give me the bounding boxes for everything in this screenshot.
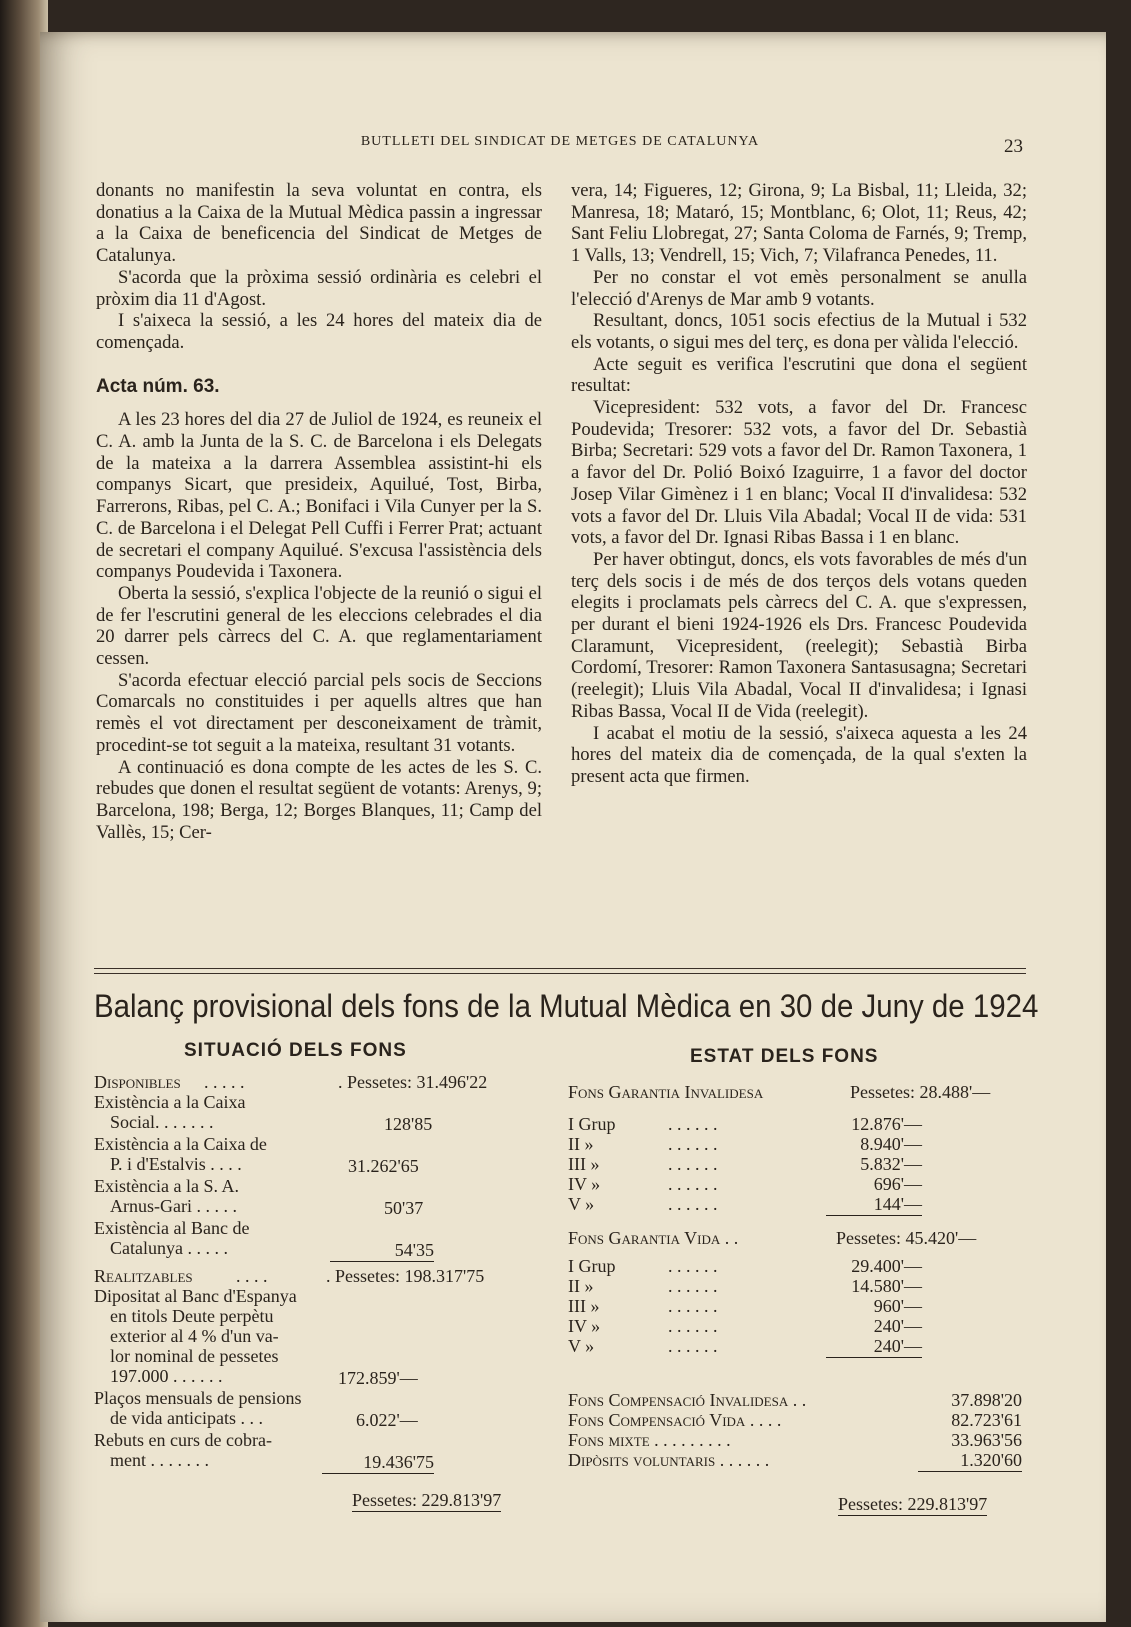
fund-row-label: II » bbox=[568, 1276, 594, 1296]
disp-item-amount: 54'35 bbox=[330, 1240, 434, 1262]
real-item-label: en titols Deute perpètu bbox=[110, 1306, 274, 1326]
paragraph: I s'aixeca la sessió, a les 24 hores del mateix dia de començada. bbox=[96, 310, 542, 353]
divider bbox=[94, 973, 1026, 974]
fund-row-amount: 29.400'— bbox=[851, 1256, 922, 1276]
disp-item-label: Existència a la S. A. bbox=[94, 1176, 239, 1196]
fund-row-dots: . . . . . . bbox=[668, 1256, 718, 1276]
paragraph: donants no manifestin la seva voluntat en contra, els donatius a la Caixa de la Mutual Mèdica passin a ingressar a la Caixa de beneficencia del Sindicat de Metges de Catalunya. bbox=[96, 180, 542, 267]
paragraph: Resultant, doncs, 1051 socis efectius de la Mutual i 532 els votants, o sigui mes del terç, es dona per vàlida l'elecció. bbox=[571, 310, 1027, 353]
fund-row-label: Fons Compensació Vida . . . . bbox=[568, 1410, 782, 1430]
estat-grand-total: Pessetes: 229.813'97 bbox=[838, 1494, 988, 1514]
fund-row-amount: 8.940'— bbox=[860, 1134, 922, 1154]
disponibles-total: . Pessetes: 31.496'22 bbox=[338, 1072, 488, 1092]
paragraph: Per haver obtingut, doncs, els vots favorables de més d'un terç dels socis i de més de dos terços dels votans queden elegits i proclamats pels càrrecs del C. A. que s'expressen, per durant el bieni 1924-1926 els Drs. Francesc Poudevida Claramunt, Vicepresident, (reelegit); Sebastià Birba Cordomí, Tresorer: Ramon Taxonera Santasusagna; Secretari (reelegit); Lluis Vila Abadal, Vocal II d'invalidesa; i Ignasi Ribas Bassa, Vocal II de Vida (reelegit). bbox=[571, 548, 1027, 722]
fund-row-label: Fons Compensació Invalidesa . . bbox=[568, 1390, 807, 1410]
disponibles-dots: . . . . . bbox=[204, 1072, 245, 1092]
paragraph: Oberta la sessió, s'explica l'objecte de la reunió o sigui el de fer l'escrutini general de les eleccions celebrades el dia 20 darrer pels càrrecs del C. A. que reglamentariament cessen. bbox=[96, 582, 542, 670]
real-item-amount: 172.859'— bbox=[338, 1368, 418, 1388]
fund-row-label: III » bbox=[568, 1296, 600, 1316]
fund-row-amount: 37.898'20 bbox=[951, 1390, 1022, 1410]
paragraph: I acabat el motiu de la sessió, s'aixeca aquesta a les 24 hores del mateix dia de començada, de la qual s'exten la present acta que firmen. bbox=[571, 722, 1027, 787]
disp-item-amount: 31.262'65 bbox=[348, 1156, 419, 1176]
realitzables-dots: . . . . bbox=[236, 1266, 268, 1286]
situacio-grand-total: Pessetes: 229.813'97 bbox=[352, 1490, 502, 1510]
paragraph: S'acorda que la pròxima sessió ordinària es celebri el pròxim dia 11 d'Agost. bbox=[96, 266, 542, 310]
paragraph: vera, 14; Figueres, 12; Girona, 9; La Bisbal, 11; Lleida, 32; Manresa, 18; Mataró, 15; Montblanc, 6; Olot, 11; Reus, 42; Sant Feliu Llobregat, 27; Santa Coloma de Farnés, 9; Tremp, 1 Valls, 13; Vendrell, 15; Vich, 7; Vilafranca Penedes, 11. bbox=[571, 180, 1027, 267]
page-number: 23 bbox=[1004, 136, 1023, 157]
fund-row-label: V » bbox=[568, 1194, 595, 1214]
real-item-label: Plaços mensuals de pensions bbox=[94, 1388, 302, 1408]
fund-row-label: IV » bbox=[568, 1316, 601, 1336]
disp-item-label: Social. . . . . . . bbox=[110, 1112, 214, 1132]
disp-item-label: Existència a la Caixa de bbox=[94, 1134, 267, 1154]
fund-row-label: V » bbox=[568, 1336, 595, 1356]
real-item-label: Rebuts en curs de cobra- bbox=[94, 1430, 272, 1450]
real-item-label: ment . . . . . . . bbox=[110, 1450, 209, 1470]
right-column bbox=[571, 180, 1027, 788]
disp-item-label: Existència a la Caixa bbox=[94, 1092, 246, 1112]
fund-row-amount: 14.580'— bbox=[851, 1276, 922, 1296]
paragraph: A les 23 hores del dia 27 de Juliol de 1924, es reuneix el C. A. amb la Junta de la S. C. de Barcelona i els Delegats de la mateixa a la darrera Assemblea assistint-hi els companys Sicart, que presideix, Aquilué, Tost, Birba, Farrerons, Ribas, pel C. A.; Bonifaci i Vila Cunyer per la S. C. de Barcelona i el Delegat Pell Cuffi i Ferrer Prat; actuant de secretari el company Aquilué. S'excusa l'assistència dels companys Poudevida i Taxonera. bbox=[96, 409, 542, 583]
fund-row-label: II » bbox=[568, 1134, 594, 1154]
disp-item-label: Existència al Banc de bbox=[94, 1218, 250, 1238]
fund-row-label: IV » bbox=[568, 1174, 601, 1194]
real-item-label: de vida anticipats . . . bbox=[110, 1408, 263, 1428]
fund-row-dots: . . . . . . bbox=[668, 1154, 718, 1174]
paragraph: Vicepresident: 532 vots, a favor del Dr. Francesc Poudevida; Tresorer: 532 vots, a favor del Dr. Sebastià Birba; Secretari: 529 vots a favor del Dr. Ramon Taxonera, 1 a favor del Dr. Polió Boixó Izaguirre, 1 a favor del doctor Josep Vilar Gimènez i 1 en blanc; Vocal II d'invalidesa: 532 vots a favor del Dr. Lluis Vila Abadal; Vocal II de vida: 531 vots, a favor del Dr. Ignasi Ribas Bassa i 1 en blanc. bbox=[571, 397, 1027, 549]
realitzables-total: . Pessetes: 198.317'75 bbox=[326, 1266, 485, 1286]
fund-row-dots: . . . . . . bbox=[668, 1174, 718, 1194]
real-item-amount: 6.022'— bbox=[356, 1410, 418, 1430]
real-item-label: exterior al 4 % d'un va- bbox=[110, 1326, 279, 1346]
paragraph: Per no constar el vot emès personalment se anulla l'elecció d'Arenys de Mar amb 9 votants. bbox=[571, 266, 1027, 310]
fund-row-amount: 144'— bbox=[826, 1194, 922, 1216]
fund-row-amount: 82.723'61 bbox=[951, 1410, 1022, 1430]
paragraph: S'acorda efectuar elecció parcial pels socis de Seccions Comarcals no constituides i per aquells altres que han remès el vot directament per desconeixament de tràmit, procedint-se tot seguit a la mateixa, resultant 31 votants. bbox=[96, 669, 542, 756]
disponibles-label: Disponibles bbox=[94, 1072, 181, 1092]
estat-heading: ESTAT DELS FONS bbox=[690, 1046, 879, 1067]
fund-row-label: Fons mixte . . . . . . . . . bbox=[568, 1430, 731, 1450]
fund-row-amount: 240'— bbox=[873, 1316, 922, 1336]
real-item-amount: 19.436'75 bbox=[322, 1452, 434, 1474]
disp-item-amount: 50'37 bbox=[384, 1198, 424, 1218]
fund-row-amount: 33.963'56 bbox=[951, 1430, 1022, 1450]
garantia-invalidesa-total: Pessetes: 28.488'— bbox=[850, 1082, 991, 1102]
paragraph: A continuació es dona compte de les actes de les S. C. rebudes que donen el resultat següent de votants: Arenys, 9; Barcelona, 198; Berga, 12; Borges Blanques, 11; Camp del Vallès, 15; Cer- bbox=[96, 756, 542, 843]
realitzables-label: Realitzables bbox=[94, 1266, 193, 1286]
garantia-vida-total: Pessetes: 45.420'— bbox=[836, 1228, 977, 1248]
divider bbox=[94, 968, 1026, 969]
garantia-invalidesa-label: Fons Garantia Invalidesa bbox=[568, 1082, 764, 1102]
fund-row-label: I Grup bbox=[568, 1114, 616, 1134]
fund-row-amount: 12.876'— bbox=[851, 1114, 922, 1134]
left-column bbox=[96, 180, 542, 843]
fund-row-amount: 1.320'60 bbox=[918, 1450, 1022, 1472]
fund-row-label: III » bbox=[568, 1154, 600, 1174]
situacio-heading: SITUACIÓ DELS FONS bbox=[184, 1040, 407, 1061]
real-item-label: 197.000 . . . . . . bbox=[110, 1366, 223, 1386]
real-item-label: Dipositat al Banc d'Espanya bbox=[94, 1286, 297, 1306]
disp-item-amount: 128'85 bbox=[384, 1114, 433, 1134]
paragraph: Acte seguit es verifica l'escrutini que dona el següent resultat: bbox=[571, 353, 1027, 397]
fund-row-dots: . . . . . . bbox=[668, 1114, 718, 1134]
balance-title: Balanç provisional dels fons de la Mutual Mèdica en 30 de Juny de 1924 bbox=[94, 988, 1039, 1024]
disp-item-label: P. i d'Estalvis . . . . bbox=[110, 1154, 242, 1174]
fund-row-dots: . . . . . . bbox=[668, 1316, 718, 1336]
fund-row-amount: 5.832'— bbox=[860, 1154, 922, 1174]
fund-row-dots: . . . . . . bbox=[668, 1276, 718, 1296]
fund-row-dots: . . . . . . bbox=[668, 1194, 718, 1214]
fund-row-dots: . . . . . . bbox=[668, 1336, 718, 1356]
fund-row-label: Dipòsits voluntaris . . . . . . bbox=[568, 1450, 770, 1470]
garantia-vida-label: Fons Garantia Vida . . bbox=[568, 1228, 739, 1248]
fund-row-label: I Grup bbox=[568, 1256, 616, 1276]
fund-row-amount: 696'— bbox=[873, 1174, 922, 1194]
fund-row-dots: . . . . . . bbox=[668, 1134, 718, 1154]
fund-row-dots: . . . . . . bbox=[668, 1296, 718, 1316]
disp-item-label: Arnus-Gari . . . . . bbox=[110, 1196, 237, 1216]
real-item-label: lor nominal de pessetes bbox=[110, 1346, 279, 1366]
running-header: BUTLLETI DEL SINDICAT DE METGES DE CATALUNYA bbox=[360, 134, 760, 149]
acta-heading: Acta núm. 63. bbox=[96, 375, 220, 397]
fund-row-amount: 240'— bbox=[826, 1336, 922, 1358]
fund-row-amount: 960'— bbox=[873, 1296, 922, 1316]
disp-item-label: Catalunya . . . . . bbox=[110, 1238, 228, 1258]
